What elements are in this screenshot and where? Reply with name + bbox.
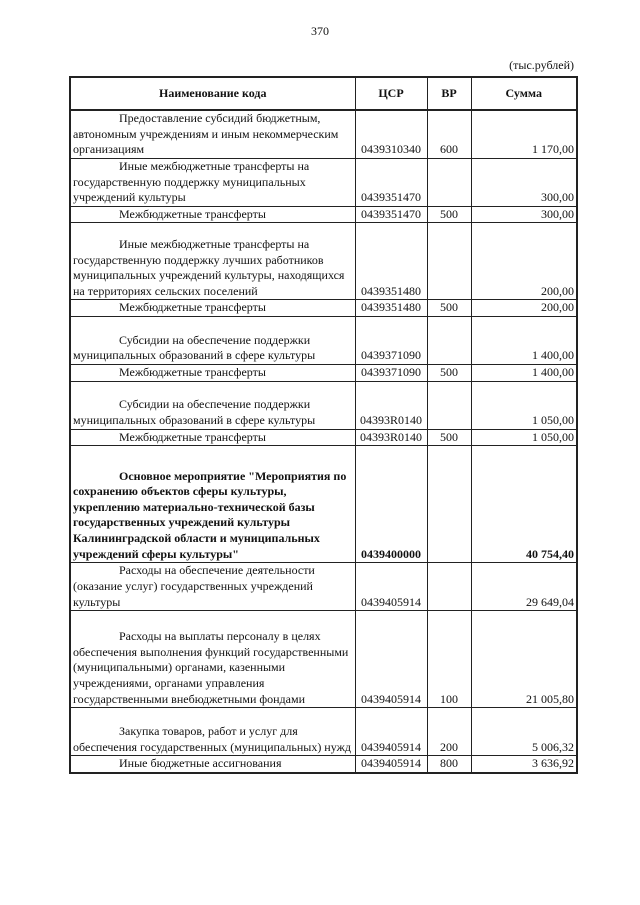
row-name-text: Межбюджетные трансферты xyxy=(119,364,266,379)
row-vr xyxy=(427,563,471,611)
row-vr xyxy=(427,223,471,300)
header-csr: ЦСР xyxy=(355,77,427,110)
row-name xyxy=(70,110,355,158)
row-vr xyxy=(427,446,471,563)
row-vr: 500 xyxy=(427,429,471,446)
row-sum: 40 754,40 xyxy=(471,446,577,563)
table-row xyxy=(70,611,577,708)
row-name xyxy=(70,364,355,381)
row-name-text: Иные межбюджетные трансферты на государственную поддержку муниципальных учреждений культуры xyxy=(73,159,310,205)
row-vr: 800 xyxy=(427,756,471,773)
row-name-text: Основное мероприятие "Мероприятия по сохранению объектов сферы культуры, укреплению материально-технической базы государственных учреждений культуры Калининградской области и муниципальных учреждений сферы культуры" xyxy=(73,468,347,561)
row-name-text: Закупка товаров, работ и услуг для обеспечения государственных (муниципальных) нужд xyxy=(73,723,351,754)
table-row xyxy=(70,429,577,446)
row-vr: 100 xyxy=(427,611,471,708)
row-csr: 0439351480 xyxy=(355,223,427,300)
table-header-row xyxy=(70,77,577,110)
row-name-text: Предоставление субсидий бюджетным, автономным учреждениям и иным некоммерческим организациям xyxy=(73,111,339,157)
row-csr: 0439405914 xyxy=(355,611,427,708)
row-csr: 04393R0140 xyxy=(355,381,427,429)
row-name-text: Межбюджетные трансферты xyxy=(119,300,266,315)
row-sum: 300,00 xyxy=(471,206,577,223)
table-row xyxy=(70,158,577,206)
row-sum: 300,00 xyxy=(471,158,577,206)
row-name xyxy=(70,756,355,773)
row-csr: 0439310340 xyxy=(355,110,427,158)
row-name xyxy=(70,316,355,364)
row-vr xyxy=(427,381,471,429)
table-row xyxy=(70,110,577,158)
table-row xyxy=(70,316,577,364)
row-csr: 0439400000 xyxy=(355,446,427,563)
row-name-text: Межбюджетные трансферты xyxy=(119,206,266,221)
row-sum: 29 649,04 xyxy=(471,563,577,611)
row-vr: 500 xyxy=(427,206,471,223)
row-vr xyxy=(427,158,471,206)
header-sum: Сумма xyxy=(471,77,577,110)
row-vr: 600 xyxy=(427,110,471,158)
row-name-text: Расходы на выплаты персоналу в целях обеспечения выполнения функций государственными (муниципальными) органами, казенными учреждениями, органами управления государственными внебюджетными фондами xyxy=(73,629,349,706)
row-sum: 1 050,00 xyxy=(471,429,577,446)
table-row xyxy=(70,756,577,773)
row-csr: 0439371090 xyxy=(355,316,427,364)
row-vr xyxy=(427,316,471,364)
row-name xyxy=(70,708,355,756)
row-name xyxy=(70,223,355,300)
row-vr: 500 xyxy=(427,364,471,381)
row-csr: 0439405914 xyxy=(355,563,427,611)
row-name xyxy=(70,206,355,223)
row-sum: 1 170,00 xyxy=(471,110,577,158)
row-name-text: Иные бюджетные ассигнования xyxy=(119,756,282,771)
row-name-text: Межбюджетные трансферты xyxy=(119,429,266,444)
header-vr: ВР xyxy=(427,77,471,110)
row-vr: 200 xyxy=(427,708,471,756)
row-name xyxy=(70,446,355,563)
row-csr: 0439371090 xyxy=(355,364,427,381)
row-csr: 0439351470 xyxy=(355,206,427,223)
row-name-text: Иные межбюджетные трансферты на государственную поддержку лучших работников муниципальных учреждений культуры, находящихся на территориях сельских поселений xyxy=(73,237,345,298)
row-sum: 1 400,00 xyxy=(471,316,577,364)
row-name xyxy=(70,563,355,611)
row-sum: 5 006,32 xyxy=(471,708,577,756)
row-sum: 1 400,00 xyxy=(471,364,577,381)
row-sum: 21 005,80 xyxy=(471,611,577,708)
row-sum: 200,00 xyxy=(471,300,577,317)
row-sum: 3 636,92 xyxy=(471,756,577,773)
row-csr: 0439405914 xyxy=(355,708,427,756)
page-number: 370 xyxy=(311,24,329,38)
row-name xyxy=(70,158,355,206)
table-row xyxy=(70,563,577,611)
table-row xyxy=(70,446,577,563)
table-row xyxy=(70,300,577,317)
row-sum: 200,00 xyxy=(471,223,577,300)
row-csr: 04393R0140 xyxy=(355,429,427,446)
table-row xyxy=(70,708,577,756)
row-sum: 1 050,00 xyxy=(471,381,577,429)
row-name xyxy=(70,429,355,446)
row-name xyxy=(70,300,355,317)
table-row xyxy=(70,206,577,223)
header-name: Наименование кода xyxy=(70,77,355,110)
budget-table xyxy=(69,76,578,774)
row-vr: 500 xyxy=(427,300,471,317)
row-csr: 0439351480 xyxy=(355,300,427,317)
table-row xyxy=(70,364,577,381)
row-csr: 0439405914 xyxy=(355,756,427,773)
row-name-text: Субсидии на обеспечение поддержки муниципальных образований в сфере культуры xyxy=(73,332,316,363)
units-label: (тыс.рублей) xyxy=(509,58,574,72)
row-name-text: Субсидии на обеспечение поддержки муниципальных образований в сфере культуры xyxy=(73,397,316,427)
row-csr: 0439351470 xyxy=(355,158,427,206)
row-name-text: Расходы на обеспечение деятельности (оказание услуг) государственных учреждений культуры xyxy=(73,563,315,609)
row-name xyxy=(70,381,355,429)
table-row xyxy=(70,223,577,300)
table-row xyxy=(70,381,577,429)
row-name xyxy=(70,611,355,708)
